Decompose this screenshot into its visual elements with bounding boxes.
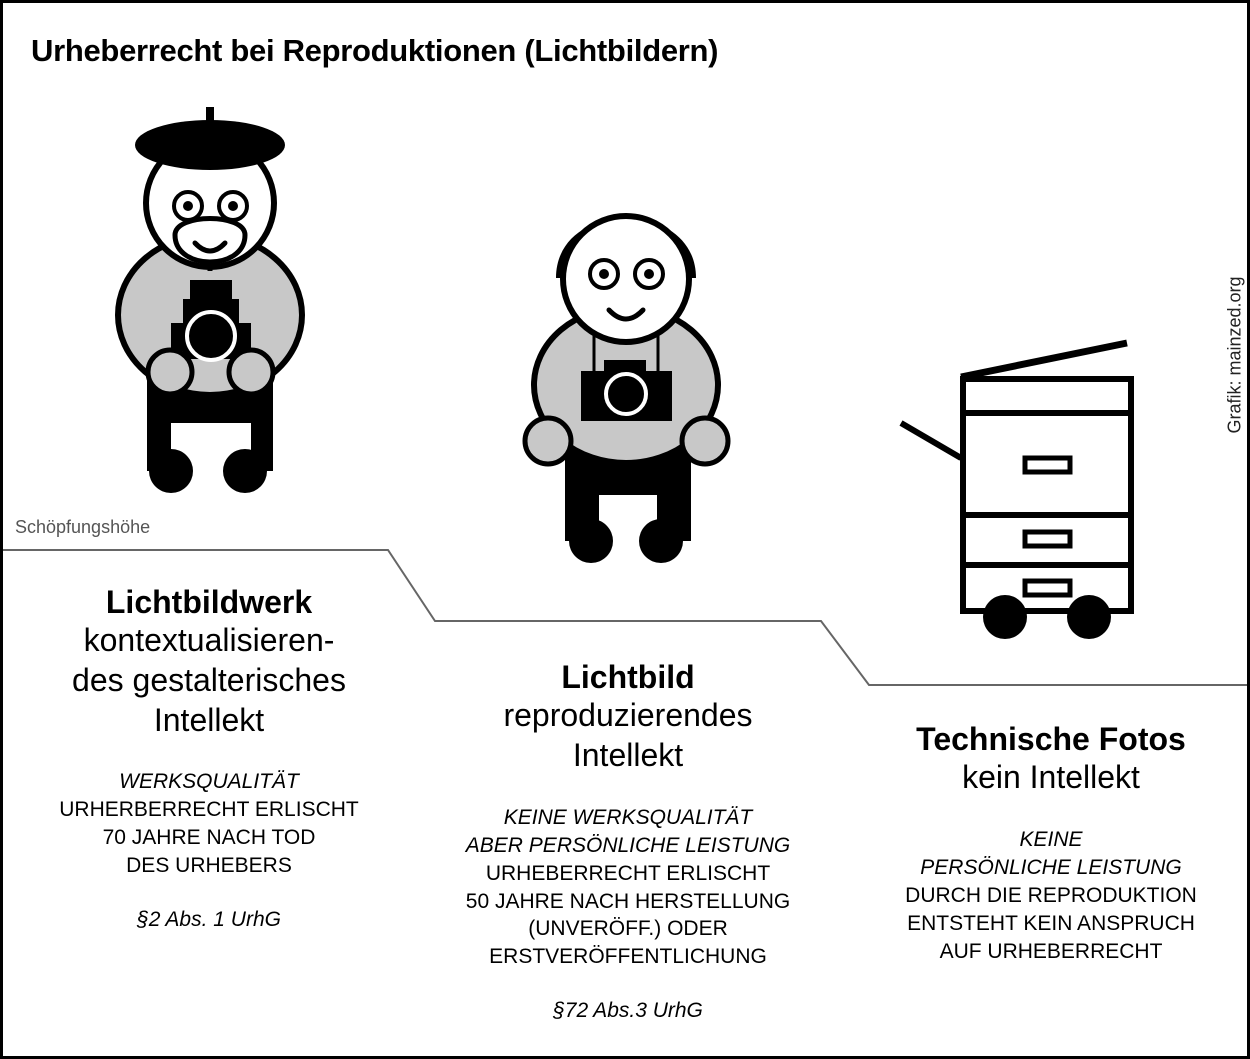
rule-line: AUF URHEBERRECHT [939,939,1163,963]
law-reference: §2 Abs. 1 UrhG [137,908,281,932]
column-heading: Technische Fotos [916,721,1186,757]
copier-icon [901,343,1131,639]
rule-line: URHERBERRECHT ERLISCHT [59,798,359,822]
artist-photographer-icon [118,107,302,493]
column-description-line: Intellekt [153,701,265,738]
rule-line: DURCH DIE REPRODUKTION [905,883,1197,907]
column-technische-fotos [871,720,1231,966]
page-title: Urheberrecht bei Reproduktionen (Lichtbildern) [31,33,719,68]
rule-line: 50 JAHRE NACH HERSTELLUNG [465,889,791,913]
column-lichtbild [428,658,828,1025]
quality-line: ABER PERSÖNLICHE LEISTUNG [465,833,791,857]
column-lichtbildwerk [33,583,385,934]
quality-line: KEINE [1019,828,1083,852]
law-reference: §72 Abs.3 UrhG [553,999,703,1023]
column-heading: Lichtbild [561,659,695,695]
rule-line: 70 JAHRE NACH TOD [102,826,316,850]
photographer-icon [525,216,728,563]
column-description-line: reproduzierendes [503,697,753,734]
column-heading: Lichtbildwerk [105,584,313,620]
column-description-line: kein Intellekt [962,759,1140,796]
quality-line: KEINE WERKSQUALITÄT [503,805,753,829]
column-description-line: Intellekt [572,737,684,774]
rule-line: ENTSTEHT KEIN ANSPRUCH [907,911,1195,935]
rule-line: DES URHEBERS [126,854,292,878]
rule-line: URHEBERRECHT ERLISCHT [485,861,771,885]
credit-text: Grafik: mainzed.org [1224,276,1245,434]
rule-line: (UNVERÖFF.) ODER [528,917,728,941]
scale-label: Schöpfungshöhe [15,517,151,537]
column-description-line: kontextualisieren- [83,622,335,659]
column-description-line: des gestalterisches [72,662,346,699]
quality-line: PERSÖNLICHE LEISTUNG [920,855,1182,879]
quality-line: WERKSQUALITÄT [119,770,299,794]
rule-line: ERSTVERÖFFENTLICHUNG [489,945,767,969]
